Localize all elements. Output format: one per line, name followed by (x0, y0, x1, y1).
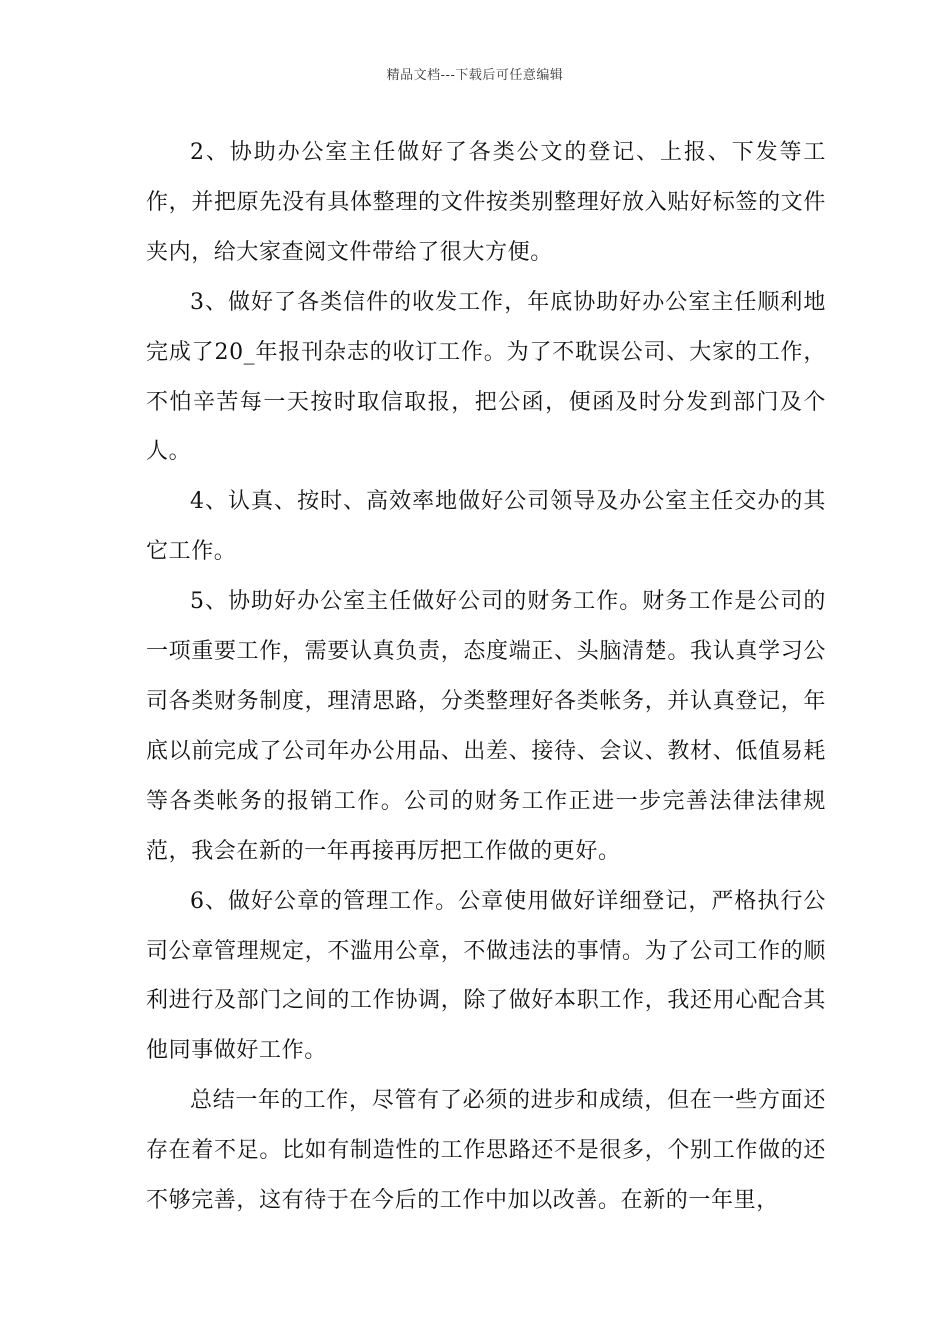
paragraph-summary: 总结一年的工作，尽管有了必须的进步和成绩，但在一些方面还存在着不足。比如有制造性的工作思路还不是很多，个别工作做的还不够完善，这有待于在今后的工作中加以改善。在新的一年里， (146, 1088, 826, 1214)
paragraph-item-5: 5、协助好办公室主任做好公司的财务工作。财务工作是公司的一项重要工作，需要认真负责，态度端正、头脑清楚。我认真学习公司各类财务制度，理清思路，分类整理好各类帐务，并认真登记，年底以前完成了公司年办公用品、出差、接待、会议、教材、低值易耗等各类帐务的报销工作。公司的财务工作正进一步完善法律法律规范，我会在新的一年再接再厉把工作做的更好。 (146, 589, 826, 864)
paragraph-item-4: 4、认真、按时、高效率地做好公司领导及办公室主任交办的其它工作。 (146, 489, 826, 565)
page-header: 精品文档---下载后可任意编辑 (386, 68, 564, 83)
paragraph-item-2: 2、协助办公室主任做好了各类公文的登记、上报、下发等工作，并把原先没有具体整理的文件按类别整理好放入贴好标签的文件夹内，给大家查阅文件带给了很大方便。 (146, 140, 826, 265)
document-body (146, 128, 826, 1226)
paragraph-item-6: 6、做好公章的管理工作。公章使用做好详细登记，严格执行公司公章管理规定，不滥用公章，不做违法的事情。为了公司工作的顺利进行及部门之间的工作协调，除了做好本职工作，我还用心配合其他同事做好工作。 (146, 888, 826, 1064)
paragraph-item-3: 3、做好了各类信件的收发工作，年底协助好办公室主任顺利地完成了20_年报刊杂志的收订工作。为了不耽误公司、大家的工作，不怕辛苦每一天按时取信取报，把公函，便函及时分发到部门及个人。 (146, 289, 826, 465)
